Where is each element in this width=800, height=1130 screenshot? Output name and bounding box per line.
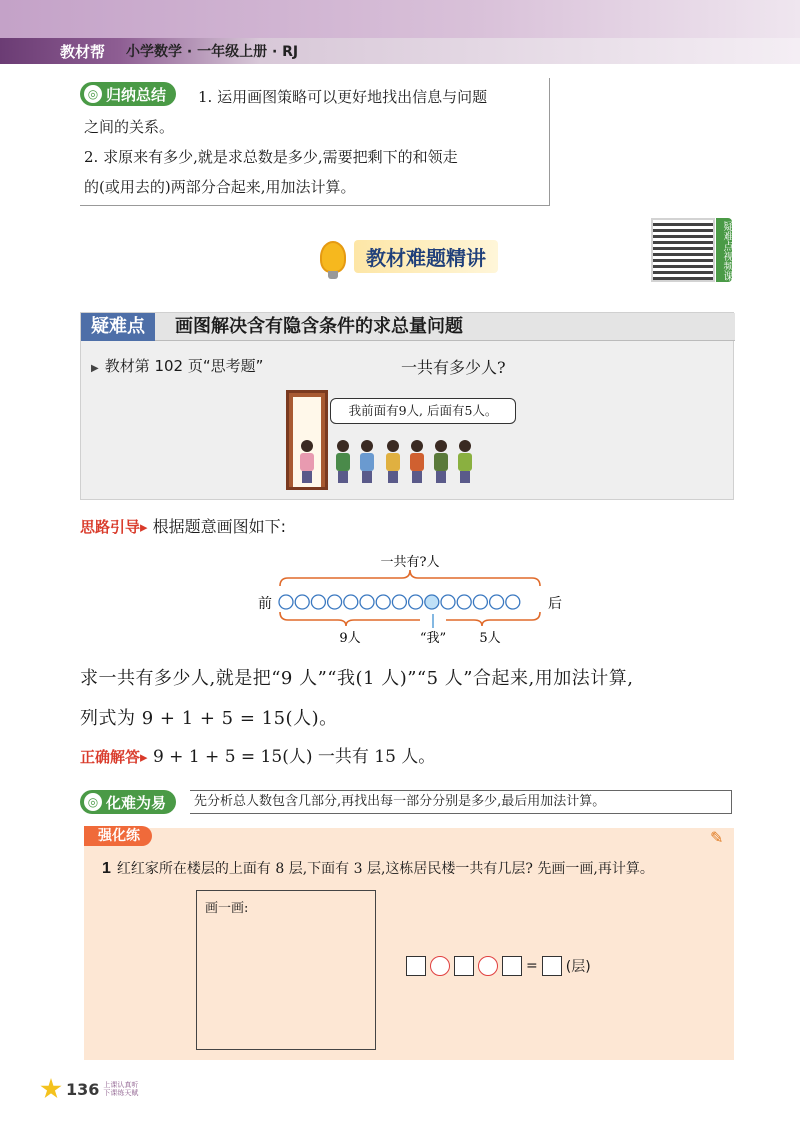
person-circle <box>360 595 374 609</box>
person-circle <box>392 595 406 609</box>
number-blank[interactable] <box>406 956 426 976</box>
qr-code-icon[interactable] <box>651 218 715 282</box>
difficulty-source <box>91 355 263 380</box>
operator-blank[interactable] <box>430 956 450 976</box>
drawing-area[interactable] <box>196 890 376 1050</box>
arrow-icon: ▸ <box>140 518 148 536</box>
difficulty-tag: 疑难点 <box>81 313 155 341</box>
section-title: 教材难题精讲 <box>354 240 498 273</box>
triangle-icon: ▶ <box>91 363 99 374</box>
equals-sign: = <box>526 958 538 974</box>
pencil-icon: ✎ <box>710 828 724 847</box>
brand-label: 教材帮 <box>60 43 106 61</box>
left-count: 9人 <box>339 631 361 646</box>
child-figure <box>458 440 472 484</box>
page-number: 136 <box>66 1079 100 1099</box>
person-circle <box>376 595 390 609</box>
source-text: 教材第 102 页“思考题” <box>104 357 264 375</box>
header-band <box>0 0 800 64</box>
person-circle <box>295 595 309 609</box>
person-circle <box>328 595 342 609</box>
practice-tag: 强化练 <box>84 826 152 846</box>
target-icon: ◎ <box>84 85 102 103</box>
summary-line2b: 的(或用去的)两部分合起来,用加法计算。 <box>84 178 356 196</box>
person-circle <box>441 595 455 609</box>
answer-line <box>80 742 435 767</box>
number-blank[interactable] <box>502 956 522 976</box>
number-blank[interactable] <box>454 956 474 976</box>
easy-tag-label: 化难为易 <box>106 793 167 812</box>
back-label: 后 <box>548 596 562 612</box>
total-brace <box>280 570 540 586</box>
star-icon <box>40 1078 62 1100</box>
difficulty-title: 画图解决含有隐含条件的求总量问题 <box>175 316 463 337</box>
front-label: 前 <box>258 596 272 612</box>
me-circle <box>425 595 439 609</box>
summary-line1b: 之间的关系。 <box>84 118 175 136</box>
question-number: 1 <box>102 860 111 877</box>
unit-label: (层) <box>565 959 591 975</box>
summary-tag <box>80 82 176 106</box>
easy-tag <box>80 790 176 814</box>
right-brace <box>446 612 540 626</box>
operator-blank[interactable] <box>478 956 498 976</box>
total-label: 一共有?人 <box>380 555 440 570</box>
draw-label: 画一画: <box>205 901 249 916</box>
equation-blanks <box>406 956 591 976</box>
difficulty-header <box>81 313 735 341</box>
summary-line2: 2. 求原来有多少,就是求总数是多少,需要把剩下的和领走 <box>84 148 458 166</box>
thinking-text: 根据题意画图如下: <box>152 517 287 536</box>
spiral-icon: ◎ <box>84 793 102 811</box>
section-heading <box>320 240 498 273</box>
child-figure <box>300 440 314 484</box>
easy-text: 先分析总人数包含几部分,再找出每一部分分别是多少,最后用加法计算。 <box>190 790 732 814</box>
footer-note2: 下课练天赋 <box>103 1089 139 1097</box>
thinking-label: 思路引导 <box>80 518 141 536</box>
right-count: 5人 <box>479 631 501 646</box>
answer-text: 9 + 1 + 5 = 15(人) 一共有 15 人。 <box>152 747 436 767</box>
people-circles <box>279 595 520 609</box>
person-circle <box>473 595 487 609</box>
footer-note1: 上课认真听 <box>103 1081 139 1089</box>
circle-diagram <box>250 552 570 652</box>
person-circle <box>409 595 423 609</box>
difficulty-question: 一共有多少人? <box>401 358 506 377</box>
summary-box <box>80 78 550 206</box>
header-ribbon <box>0 38 800 64</box>
page-footer <box>40 1078 138 1100</box>
person-circle <box>490 595 504 609</box>
qr-label: 疑难点视频课 <box>716 218 732 282</box>
person-circle <box>311 595 325 609</box>
practice-question <box>102 858 654 878</box>
child-figure <box>434 440 448 484</box>
answer-label: 正确解答 <box>80 748 141 766</box>
summary-line1: 1. 运用画图策略可以更好地找出信息与问题 <box>198 88 488 106</box>
explanation-line2: 列式为 9 + 1 + 5 = 15(人)。 <box>80 708 338 729</box>
person-circle <box>506 595 520 609</box>
explanation-line1: 求一共有多少人,就是把“9 人”“我(1 人)”“5 人”合起来,用加法计算, <box>80 668 634 689</box>
person-circle <box>457 595 471 609</box>
result-blank[interactable] <box>542 956 562 976</box>
summary-tag-label: 归纳总结 <box>106 85 167 104</box>
person-circle <box>344 595 358 609</box>
child-figure <box>336 440 350 484</box>
person-circle <box>279 595 293 609</box>
left-brace <box>280 612 420 626</box>
child-figure <box>386 440 400 484</box>
child-figure <box>360 440 374 484</box>
me-label: “我” <box>419 631 447 646</box>
speech-bubble: 我前面有9人, 后面有5人。 <box>330 398 516 424</box>
arrow-icon: ▸ <box>140 748 148 766</box>
footer-note <box>103 1081 138 1097</box>
child-figure <box>410 440 424 484</box>
question-text: 红红家所在楼层的上面有 8 层,下面有 3 层,这栋居民楼一共有几层? 先画一画,再计算。 <box>116 861 654 877</box>
book-title: 小学数学 · 一年级上册 · RJ <box>126 44 299 60</box>
thinking-guide <box>80 514 286 537</box>
lightbulb-icon <box>320 241 346 273</box>
